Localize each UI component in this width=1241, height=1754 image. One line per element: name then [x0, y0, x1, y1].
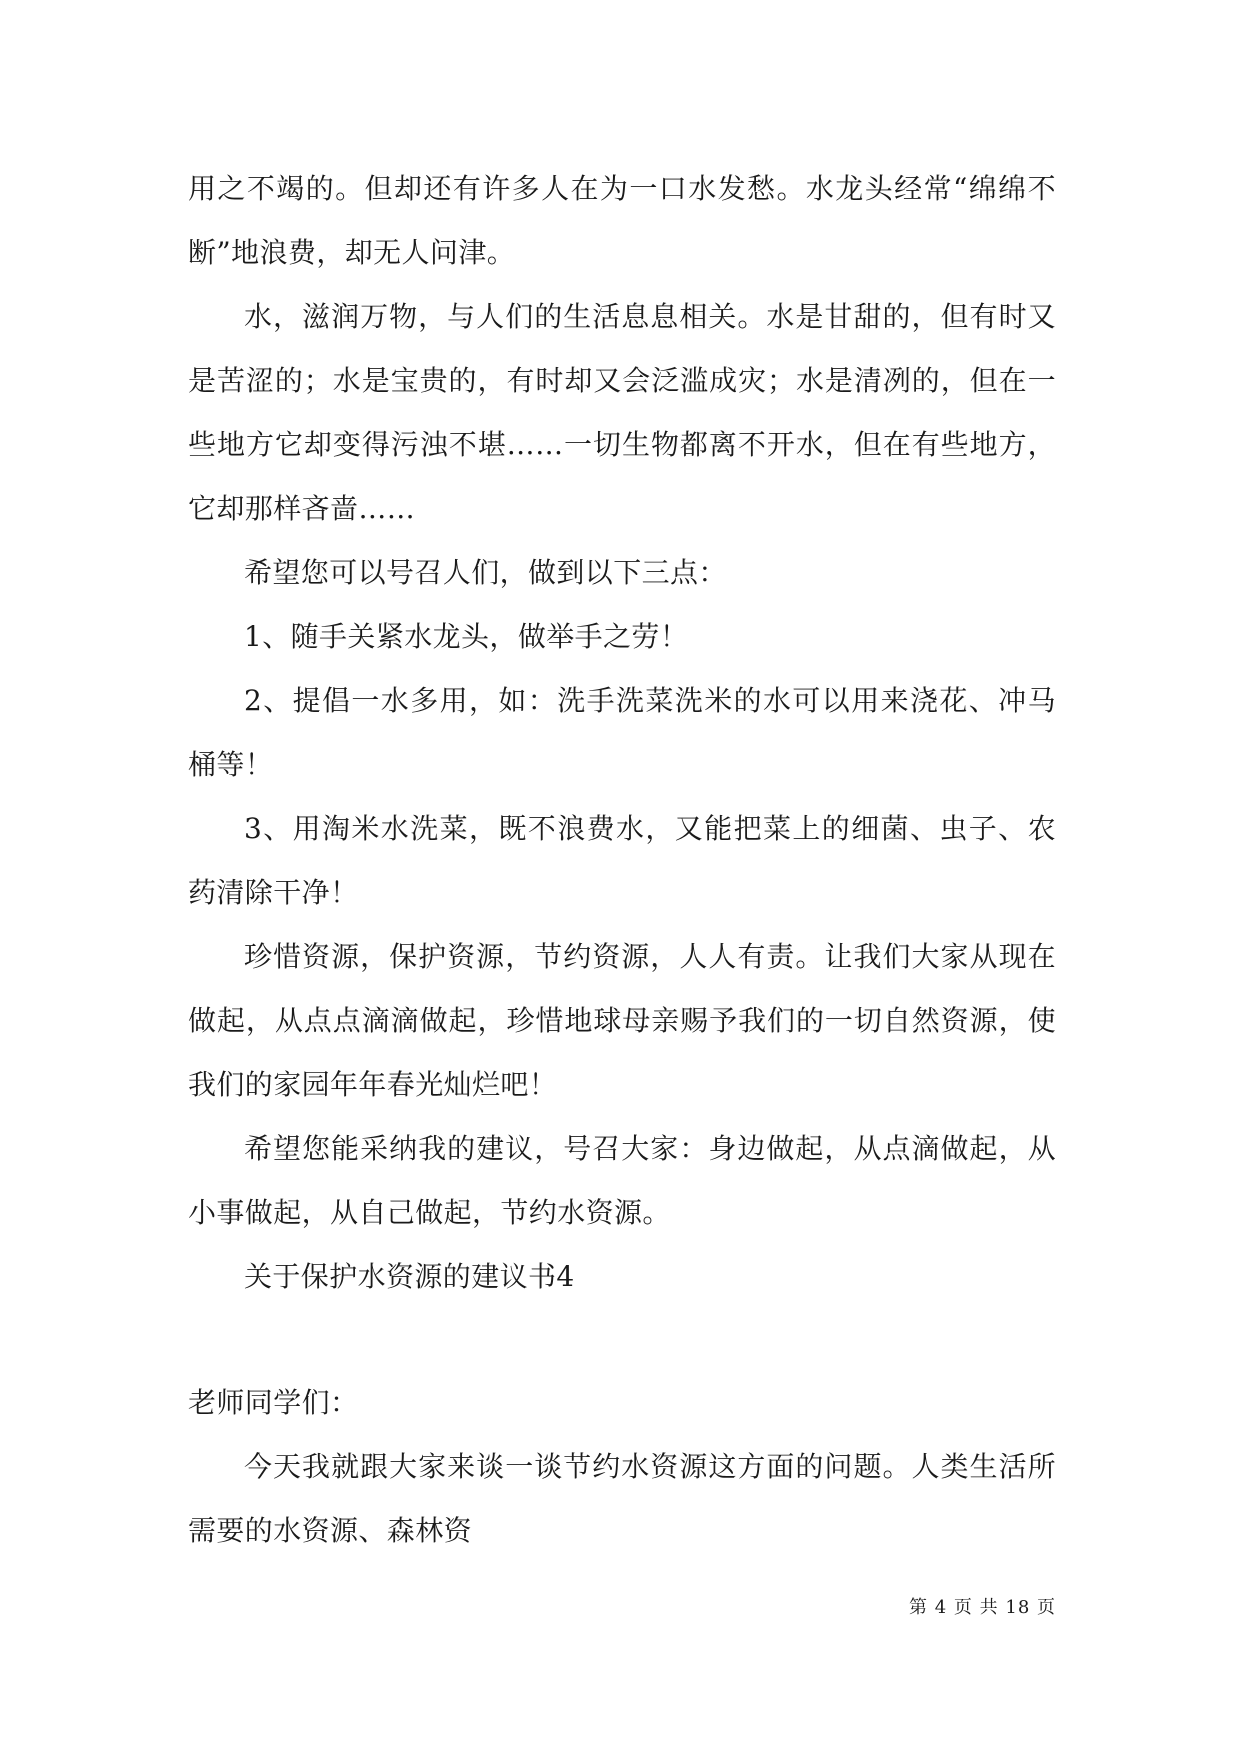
document-body: [188, 157, 1056, 1563]
paragraph-opening: 今天我就跟大家来谈一谈节约水资源这方面的问题。人类生活所需要的水资源、森林资: [188, 1450, 1056, 1547]
paragraph-appeal-intro: 希望您可以号召人们，做到以下三点：: [244, 556, 727, 589]
salutation: 老师同学们：: [188, 1386, 359, 1419]
list-item-2: 2、提倡一水多用，如：洗手洗菜洗米的水可以用来浇花、冲马桶等！: [188, 684, 1056, 781]
paragraph-continuation: 用之不竭的。但却还有许多人在为一口水发愁。水龙头经常“绵绵不断”地浪费，却无人问津。: [188, 172, 1056, 269]
section-heading: 关于保护水资源的建议书4: [244, 1260, 575, 1293]
section-spacer: [188, 1309, 1056, 1371]
paragraph-water-description: 水，滋润万物，与人们的生活息息相关。水是甘甜的，但有时又是苦涩的；水是宝贵的，有时却又会泛滥成灾；水是清冽的，但在一些地方它却变得污浊不堪……一切生物都离不开水，但在有些地方，它却那样吝啬……: [188, 300, 1056, 525]
list-item-1: 1、随手关紧水龙头，做举手之劳！: [244, 620, 689, 653]
list-item-3: 3、用淘米水洗菜，既不浪费水，又能把菜上的细菌、虫子、农药清除干净！: [188, 812, 1056, 909]
paragraph-cherish-resources: 珍惜资源，保护资源，节约资源，人人有责。让我们大家从现在做起，从点点滴滴做起，珍惜地球母亲赐予我们的一切自然资源，使我们的家园年年春光灿烂吧！: [188, 940, 1056, 1101]
page-number-footer: 第 4 页 共 18 页: [909, 1597, 1056, 1618]
paragraph-closing-appeal: 希望您能采纳我的建议，号召大家：身边做起，从点滴做起，从小事做起，从自己做起，节约水资源。: [188, 1132, 1056, 1229]
